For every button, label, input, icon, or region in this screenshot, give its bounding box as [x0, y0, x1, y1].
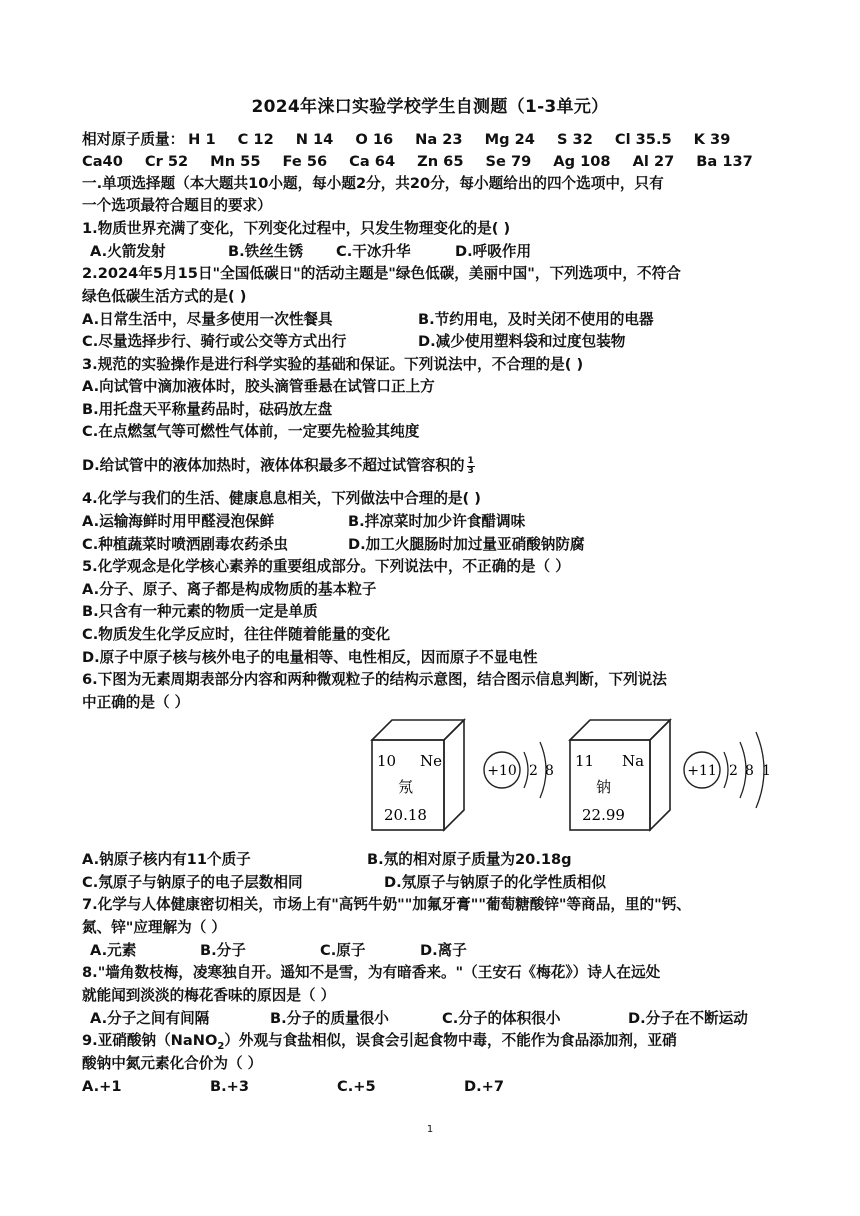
q1-option-d: D.呼吸作用 — [455, 243, 532, 260]
q2-option-d: D.减少使用塑料袋和过度包装物 — [418, 333, 626, 350]
q8-option-d: D.分子在不断运动 — [628, 1010, 748, 1027]
masses-label: 相对原子质量： — [82, 131, 185, 148]
na-shell-2: 8 — [745, 763, 754, 779]
q7-stem-line2: 氮、锌"应理解为（ ） — [82, 919, 227, 936]
ne-symbol: Ne — [420, 752, 443, 770]
q1-option-c: C.干冰升华 — [336, 243, 411, 260]
na-shell-1: 2 — [729, 763, 738, 779]
mass-item: C 12 — [237, 131, 274, 148]
q3-option-d — [82, 456, 475, 476]
q4-option-d: D.加工火腿肠时加过量亚硝酸钠防腐 — [348, 536, 585, 553]
q8-stem-line1: 8."墙角数枝梅，凌寒独自开。遥知不是雪，为有暗香来。"（王安石《梅花》）诗人在远处 — [82, 964, 661, 981]
fraction-numerator: 1 — [467, 455, 474, 466]
atomic-masses-row2 — [82, 152, 775, 172]
q5-stem: 5.化学观念是化学核心素养的重要组成部分。下列说法中，不正确的是（ ） — [82, 558, 570, 575]
q8-option-b: B.分子的质量很小 — [270, 1010, 389, 1027]
q6-option-d: D.氖原子与钠原子的化学性质相似 — [384, 874, 606, 891]
q2-option-b: B.节约用电，及时关闭不使用的电器 — [418, 311, 654, 328]
na-atom-structure — [684, 732, 771, 808]
na-name: 钠 — [596, 778, 612, 796]
q1-stem: 1.物质世界充满了变化，下列变化过程中，只发生物理变化的是( ) — [82, 220, 511, 237]
section-heading-line1: 一.单项选择题（本大题共10小题，每小题2分，共20分，每小题给出的四个选项中，只有 — [82, 175, 664, 192]
mass-item: Fe 56 — [282, 153, 328, 170]
section-heading-line2: 一个选项最符合题目的要求） — [82, 197, 272, 214]
q5-option-a: A.分子、原子、离子都是构成物质的基本粒子 — [82, 581, 377, 598]
q9-option-a: A.+1 — [82, 1078, 122, 1095]
q9-stem-part1: 9.亚硝酸钠（NaNO — [82, 1032, 218, 1049]
na-element-cube — [570, 720, 670, 830]
mass-item: Se 79 — [485, 153, 532, 170]
q2-option-c: C.尽量选择步行、骑行或公交等方式出行 — [82, 333, 347, 350]
q2-stem-line2: 绿色低碳生活方式的是( ) — [82, 288, 247, 305]
q4-option-a: A.运输海鲜时用甲醛浸泡保鲜 — [82, 513, 275, 530]
q7-option-a: A.元素 — [90, 942, 137, 959]
q9-option-d: D.+7 — [464, 1078, 505, 1095]
mass-item: Mg 24 — [484, 131, 535, 148]
periodic-table-atom-diagram — [364, 712, 784, 842]
q9-subscript: 2 — [217, 1040, 225, 1052]
mass-item: Zn 65 — [417, 153, 464, 170]
page-number: 1 — [426, 1124, 434, 1135]
ne-element-cube — [372, 720, 464, 830]
mass-item: K 39 — [693, 131, 731, 148]
na-shell-3: 1 — [762, 763, 771, 779]
ne-mass: 20.18 — [384, 806, 427, 824]
mass-item: Ca 64 — [349, 153, 396, 170]
q3-option-a: A.向试管中滴加液体时，胶头滴管垂悬在试管口正上方 — [82, 378, 435, 395]
page-title: 2024年涞口实验学校学生自测题（1-3单元） — [251, 97, 609, 117]
q9-option-b: B.+3 — [210, 1078, 250, 1095]
na-mass: 22.99 — [582, 806, 625, 824]
q6-stem-line2: 中正确的是（ ） — [82, 694, 190, 711]
q3-stem: 3.规范的实验操作是进行科学实验的基础和保证。下列说法中，不合理的是( ) — [82, 356, 584, 373]
q4-option-b: B.拌凉菜时加少许食醋调味 — [348, 513, 526, 530]
q3-option-c: C.在点燃氢气等可燃性气体前，一定要先检验其纯度 — [82, 423, 420, 440]
q7-option-b: B.分子 — [200, 942, 246, 959]
mass-item: Ag 108 — [553, 153, 611, 170]
q6-stem-line1: 6.下图为无素周期表部分内容和两种微观粒子的结构示意图，结合图示信息判断，下列说法 — [82, 671, 667, 688]
ne-shell-1: 2 — [529, 763, 538, 779]
q5-option-c: C.物质发生化学反应时，往往伴随着能量的变化 — [82, 626, 391, 643]
mass-item: Cl 35.5 — [614, 131, 672, 148]
na-symbol: Na — [622, 752, 645, 770]
ne-atom-structure — [484, 742, 554, 798]
q4-option-c: C.种植蔬菜时喷洒剧毒农药杀虫 — [82, 536, 288, 553]
q8-option-a: A.分子之间有间隔 — [90, 1010, 210, 1027]
q6-option-a: A.钠原子核内有11个质子 — [82, 851, 251, 868]
q8-option-c: C.分子的体积很小 — [442, 1010, 561, 1027]
q9-option-c: C.+5 — [337, 1078, 376, 1095]
q2-option-a: A.日常生活中，尽量多使用一次性餐具 — [82, 311, 333, 328]
q9-stem-line2: 酸钠中氮元素化合价为（ ） — [82, 1055, 263, 1072]
fraction-one-third — [467, 457, 475, 476]
mass-item: Ca40 — [82, 153, 123, 170]
q8-stem-line2: 就能闻到淡淡的梅花香味的原因是（ ） — [82, 987, 336, 1004]
ne-atomic-number: 10 — [377, 752, 397, 770]
q5-option-d: D.原子中原子核与核外电子的电量相等、电性相反，因而原子不显电性 — [82, 649, 538, 666]
q1-option-a: A.火箭发射 — [90, 243, 166, 260]
mass-item: O 16 — [355, 131, 394, 148]
mass-item: Mn 55 — [210, 153, 261, 170]
mass-item: Ba 137 — [696, 153, 753, 170]
q6-option-b: B.氖的相对原子质量为20.18g — [367, 851, 572, 868]
q6-option-c: C.氖原子与钠原子的电子层数相同 — [82, 874, 303, 891]
mass-item: S 32 — [556, 131, 593, 148]
mass-item: Cr 52 — [144, 153, 189, 170]
fraction-denominator: 3 — [467, 465, 474, 476]
mass-item: N 14 — [295, 131, 334, 148]
mass-item: Al 27 — [632, 153, 675, 170]
mass-item: H 1 — [188, 131, 216, 148]
q1-option-b: B.铁丝生锈 — [228, 243, 304, 260]
q9-stem-part2: ）外观与食盐相似，误食会引起食物中毒，不能作为食品添加剂，亚硝 — [224, 1032, 677, 1049]
q2-stem-line1: 2.2024年5月15日"全国低碳日"的活动主题是"绿色低碳，美丽中国"，下列选项中，不符合 — [82, 265, 681, 282]
q7-option-c: C.原子 — [320, 942, 366, 959]
ne-name: 氖 — [398, 778, 414, 796]
q5-option-b: B.只含有一种元素的物质一定是单质 — [82, 603, 318, 620]
q3-option-d-text: D.给试管中的液体加热时，液体体积最多不超过试管容积的 — [82, 457, 465, 474]
ne-nucleus-charge: +10 — [487, 763, 517, 779]
na-atomic-number: 11 — [575, 752, 595, 770]
q7-stem-line1: 7.化学与人体健康密切相关，市场上有"高钙牛奶""加氟牙膏""葡萄糖酸锌"等商品，里的"钙、 — [82, 896, 691, 913]
q3-option-b: B.用托盘天平称量药品时，砝码放左盘 — [82, 401, 333, 418]
q4-stem: 4.化学与我们的生活、健康息息相关，下列做法中合理的是( ) — [82, 490, 481, 507]
atomic-masses-row1 — [82, 130, 752, 150]
na-nucleus-charge: +11 — [687, 763, 717, 779]
ne-shell-2: 8 — [545, 763, 554, 779]
q7-option-d: D.离子 — [420, 942, 467, 959]
mass-item: Na 23 — [415, 131, 463, 148]
